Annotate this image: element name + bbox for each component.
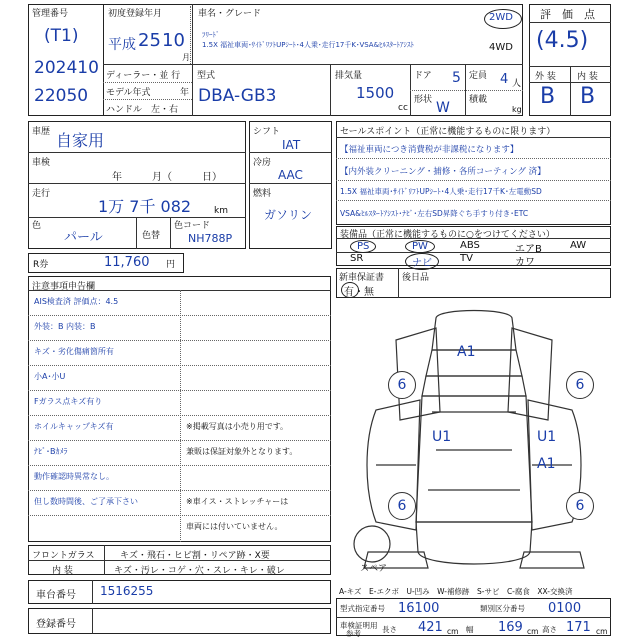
capacity-value: 4 [500,72,509,87]
damage-legend: A-キズ E-エクボ U-凹み W-補修跡 S-サビ C-腐食 XX-交換済 [339,587,573,596]
mark-a1-right: A1 [537,456,556,472]
dims-height-unit: cm [596,627,608,636]
reg-no-label: 登録番号 [36,619,76,630]
note-left-2: キズ・劣化傷痛箇所有 [34,347,114,356]
front-glass-label: フロントガラス [32,551,95,561]
dims-width-value: 169 [498,620,523,635]
dims-type-value: 16100 [398,601,440,616]
inspection-value: 年 月（ 日） [112,172,222,183]
mark-6-left-bottom: 6 [388,492,416,520]
manual-value: 有・無 [344,287,374,298]
ac-value: AAC [278,168,303,182]
fuel-value: ガソリン [264,208,313,222]
registration-label: 車歴 [32,127,51,137]
note-left-6: ﾅﾋﾞ･Bｶﾒﾗ [34,447,68,456]
note-right-9: 車両には付いていません。 [186,522,283,531]
equipment-item-0-4: AW [570,240,587,251]
month-char: 月 [182,53,190,62]
note-left-8: 但し数時間後、ご了承下さい [34,497,138,506]
capacity-unit: 人 [512,79,522,89]
note-right-5: ※掲載写真は小売り用です。 [186,422,289,431]
drive-2wd: 2WD [489,12,513,23]
dims-height-label: 高さ [542,625,557,634]
exterior-label: 外 装 [535,72,556,82]
sales-points-title: セールスポイント（正常に機能するものに限ります） [340,127,556,137]
sales-line-4: VSA&ﾋﾙｽﾀｰﾄｱｼｽﾄ･ﾅﾋﾞ･左右SD昇降ぐち手すり付き･ETC [340,209,529,218]
mileage-value: 1万 7千 082 [98,197,192,216]
equipment-item-0-0: PS [350,240,376,253]
mark-6-left-top: 6 [388,371,416,399]
shift-label: シフト [253,127,281,137]
front-glass-value: キズ・飛石・ヒビ割・リペア跡・X要 [120,551,270,561]
spare-label: スペア [360,564,388,574]
load-unit: kg [512,105,522,114]
shape-value: W [436,100,450,116]
score-value: (4.5) [536,28,589,53]
dims-class-label: 類別区分番号 [480,604,525,613]
load-label: 積載 [469,95,488,105]
equipment-item-0-3: エアB [515,244,542,255]
note-right-8: ※車イス・ストレッチャーは [186,497,289,506]
car-diagram [336,300,611,582]
recycle-label: R券 [33,260,49,270]
displacement-label: 排気量 [335,71,363,81]
first-reg-label: 初度登録年月 [108,9,163,19]
equipment-item-1-2: TV [460,253,473,264]
score-label: 評 価 点 [540,8,595,21]
mark-6-right-bottom: 6 [566,492,594,520]
handle-label: ハンドル 左・右 [106,105,179,115]
note-left-1: 外装：B 内装：B [34,322,96,331]
dims-height-value: 171 [566,620,591,635]
mark-6-right-top: 6 [566,371,594,399]
color-value: パール [64,230,103,245]
cc-unit: cc [398,103,408,113]
color-label: 色 [32,221,42,231]
displacement-value: 1500 [356,84,395,102]
note-left-3: 小A･小U [34,372,66,381]
km-unit: km [214,206,228,216]
type-value: DBA-GB3 [198,86,277,106]
dims-type-label: 型式指定番号 [340,604,385,613]
note-left-4: Fガラス点キズ有り [34,397,103,406]
manual-label: 新車保証書 [339,273,385,283]
mark-u1-left: U1 [432,429,452,445]
equipment-item-1-1: ナビ [405,253,439,270]
sales-line-3: 1.5X 福祉車両･ｻｲﾄﾞﾘﾌﾄUPｼｰﾄ･4人乗･走行17千K･左電動SD [340,187,542,196]
yen-unit: 円 [166,260,176,270]
chassis-label: 車台番号 [36,590,76,601]
shape-label: 形状 [414,95,433,105]
equipment-item-1-0: SR [350,253,364,264]
note-right-6: 兼販は保証対象外となります。 [186,447,298,456]
recycle-value: 11,760 [104,255,150,270]
note-left-5: ホイルキャップキズ有 [34,422,114,431]
dims-width-label: 幅 [466,625,474,634]
kanri-line-2: 202410 [34,58,99,78]
color-code-value: NH788P [188,232,233,245]
dims-width-unit: cm [527,627,539,636]
drive-4wd: 4WD [489,42,513,53]
dims-length-label: 長さ [382,625,397,634]
dims-class-value: 0100 [548,601,582,616]
color-same-label: 色替 [142,231,161,241]
car-name: ﾌﾘｰﾄﾞ [202,31,220,39]
door-label: ドア [414,71,432,81]
mark-u1-right: U1 [537,429,557,445]
ac-label: 冷房 [253,158,272,168]
sales-line-2: 【内外装クリーニング・捕修・各所コーティング 済】 [340,167,546,177]
interior-value: B [580,84,596,109]
notes-title: 注意事項申告欄 [32,282,96,292]
model-year-suffix: 年 [180,88,190,98]
equipment-item-1-3: カワ [515,257,535,268]
interior-damage-label: 内 装 [52,566,73,576]
equipment-item-0-2: ABS [460,240,480,251]
chassis-value: 1516255 [100,584,154,598]
shift-value: IAT [282,138,301,152]
kanri-line-1: (T1) [44,26,79,46]
dealer-label: ディーラー・並 行 [106,71,181,81]
mileage-label: 走行 [32,189,51,199]
dims-length-unit: cm [447,627,459,636]
name-grade-label: 車名・グレード [198,9,262,19]
dims-cert-label: 車検証明用 [340,621,378,630]
color-code-label: 色コード [174,221,211,231]
type-label: 型式 [197,71,216,81]
note-left-0: AIS検査済 評価点：4.5 [34,297,119,306]
dims-ref-label: 参考 [346,629,361,638]
note-left-7: 動作確認時異常なし。 [34,472,114,481]
model-year-label: モデル年式 [106,88,151,98]
registration-value: 自家用 [56,131,105,150]
fuel-label: 燃料 [253,189,272,199]
reg-year: 25 [138,30,161,51]
exterior-value: B [540,84,556,109]
sales-line-1: 【福祉車両につき消費税が非課税になります】 [340,145,519,155]
capacity-label: 定員 [469,71,488,81]
kanri-line-3: 22050 [34,86,89,106]
interior-damage-value: キズ・汚レ・コゲ・穴・スレ・キレ・破レ [114,566,285,576]
grade: 1.5X 福祉車両･ｻｲﾄﾞﾘﾌﾄUPｼｰﾄ･4人乗･走行17千K･VSA&ﾋﾙｽﾀｰﾄｱｼｽﾄ [202,41,415,49]
equipment-item-0-1: PW [405,240,435,253]
era: 平成 [108,37,136,53]
reg-month: 10 [162,30,185,51]
kanri-label: 管理番号 [32,9,69,19]
interior-label: 内 装 [577,72,598,82]
later-label: 後日品 [402,273,430,283]
dims-length-value: 421 [418,620,443,635]
mark-a1-top: A1 [457,344,476,360]
inspection-label: 車検 [32,158,51,168]
equipment-title: 装備品（正常に機能するものに○をつけてください） [340,230,555,240]
door-value: 5 [452,70,461,86]
